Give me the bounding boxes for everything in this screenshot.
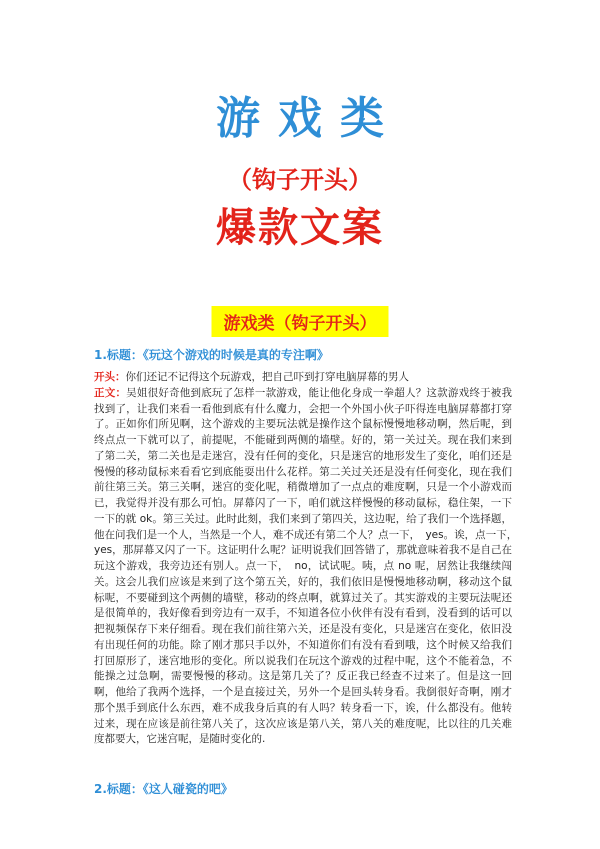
body-paragraph xyxy=(94,386,523,748)
cover-tagline: 爆款文案 xyxy=(216,205,384,251)
hook-paragraph xyxy=(94,370,512,386)
item-heading-2: 2.标题：《这人碰瓷的吧》 xyxy=(94,782,233,796)
cover-subtitle: （钩子开头） xyxy=(228,166,372,194)
body-label: 正文： xyxy=(94,386,127,399)
hook-text: 你们还记不记得这个玩游戏，把自己吓到打穿电脑屏幕的男人 xyxy=(125,371,409,383)
item-body-1 xyxy=(94,370,523,748)
cover-title: 游戏类 xyxy=(216,93,402,144)
hook-label: 开头： xyxy=(94,371,126,383)
section-banner: 游戏类（钩子开头） xyxy=(212,306,389,337)
body-text: 吴姐很好奇他到底玩了怎样一款游戏，能让他化身成一拳超人？这款游戏终于被我找到了，让我们来看一看他到底有什么魔力，会把一个外国小伙子吓得连电脑屏幕都打穿了。正如你们所见啊，这个游戏的主要玩法就是操作这个鼠标慢慢地移动啊，然后呢，到终点点一下就可以了，前提呢，不能碰到两侧的墙壁。好的，第一关过关。现在我们来到了第二关，第二关也是走迷宫，没有任何的变化，只是迷宫的地形发生了变化，咱们还是慢慢的移动鼠标来看看它到底能耍出什么花样。第二关过关还是没有任何变化，现在我们前往第三关。第三关啊，迷宫的变化呢，稍微增加了一点点的难度啊，只是一个小游戏而已，我觉得并没有那么可怕。屏幕闪了一下，咱们就这样慢慢的移动鼠标，稳住架，一下一下的就 ok。第三关过。此时此刻，我们来到了第四关，这边呢，给了我们一个选择题，他在问我们是一个人，当然是一个人，难不成还有第二个人？点一下， yes。诶，点一下， yes，那屏幕又闪了一下。这证明什么呢？证明说我们回答错了，那就意味着我不是自己在玩这个游戏，我旁边还有别人。点一下， no，试试呢。咦，点 no 呢，居然让我继续闯关。这会儿我们应该是来到了这个第五关，好的，我们依旧是慢慢地移动啊，移动这个鼠标呢，不要碰到这个两侧的墙壁，移动的终点啊，就算过关了。其实游戏的主要玩法呢还是很简单的，我好像看到旁边有一双手，不知道各位小伙伴有没有看到，没看到的话可以把视频保存下来仔细看。现在我们前往第六关，还是没有变化，只是迷宫在变化，依旧没有出现任何的功能。除了刚才那只手以外，不知道你们有没有看到哦，这个时候又给我们打回原形了，迷宫地形的变化。所以说我们在玩这个游戏的过程中呢，这个不能着急，不能操之过急啊，需要慢慢的移动。这是第几关了？反正我已经查不过来了。但是这一回啊，他给了我两个选择，一个是直接过关，另外一个是回头转身看。我倒很好奇啊，刚才那个黑手到底什么东西，难不成我身后真的有人吗？转身看一下，诶，什么都没有。他转过来，现在应该是前往第八关了，这次应该是第八关，第八关的难度呢，比以往的几关难度都要大，它迷宫呢，是随时变化的. xyxy=(94,386,523,746)
item-heading-1: 1.标题：《玩这个游戏的时候是真的专注啊》 xyxy=(94,348,329,362)
